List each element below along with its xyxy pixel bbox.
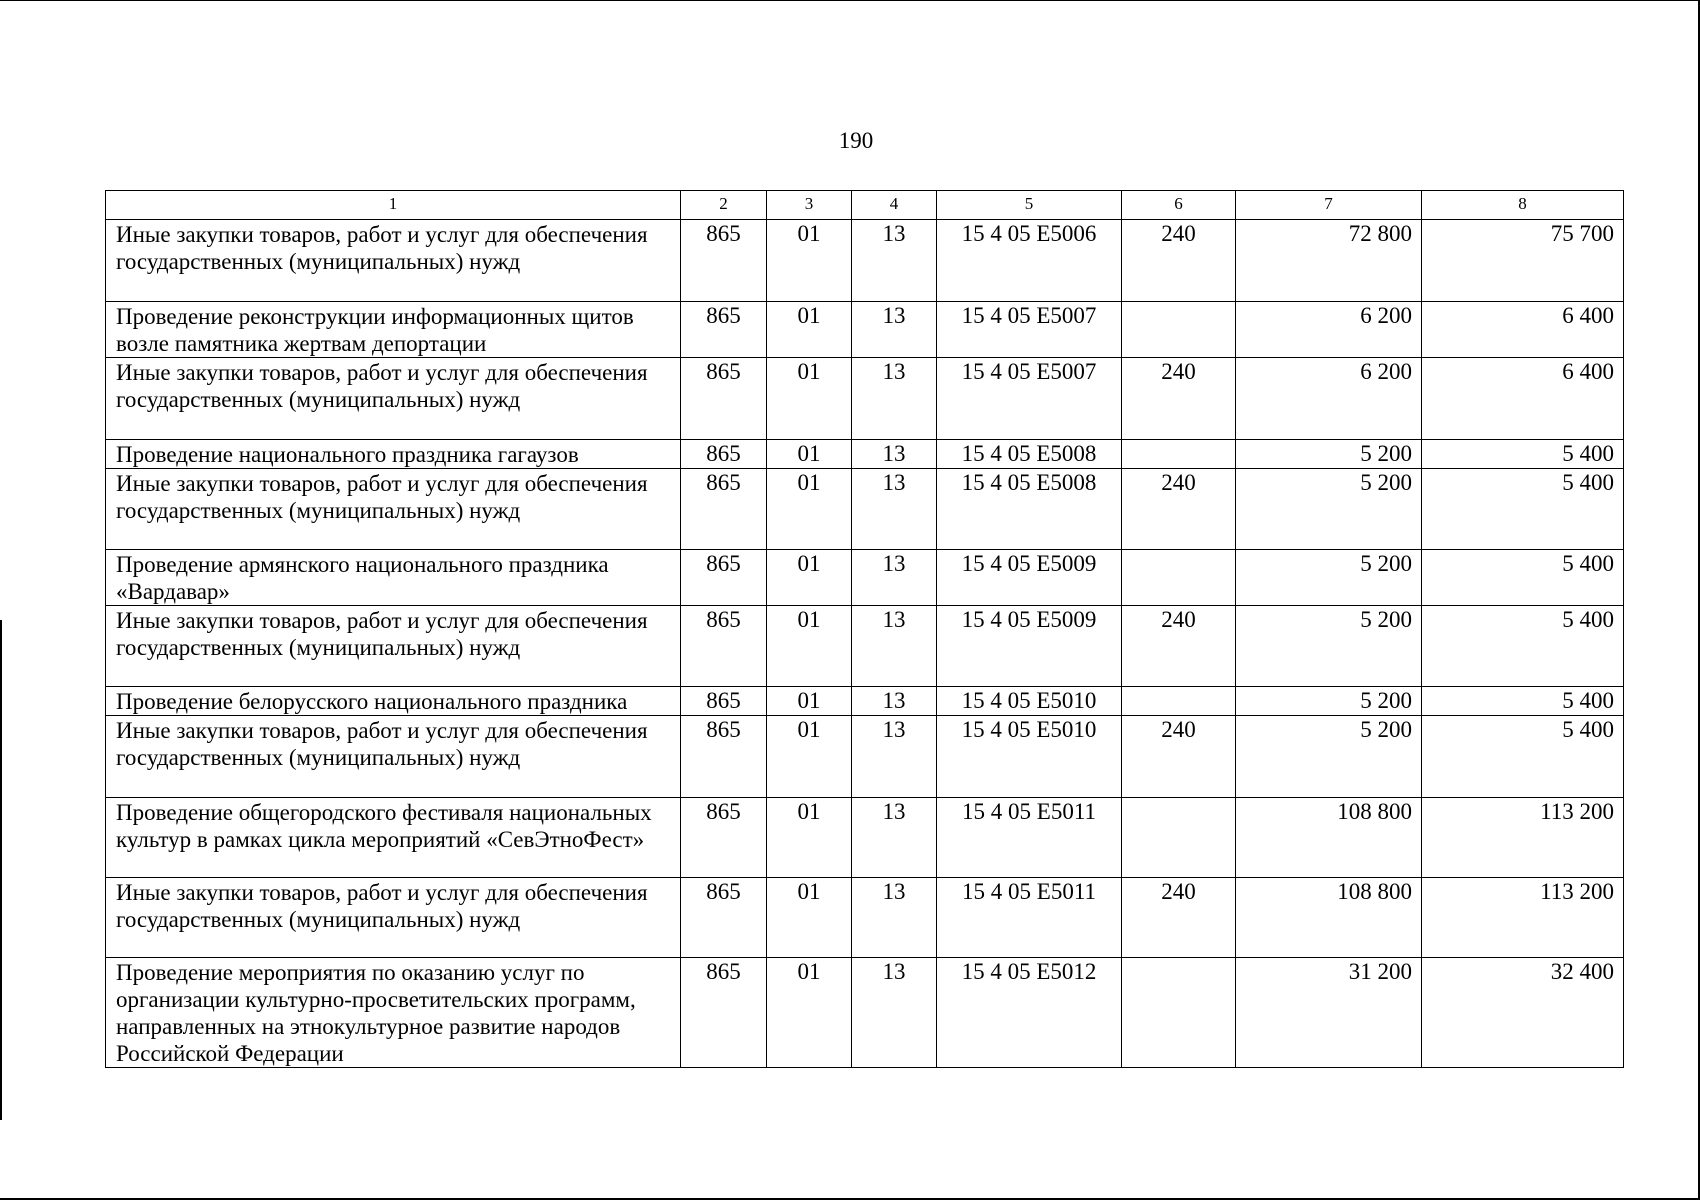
table-row [106,798,1624,878]
subsection-code: 13 [852,958,937,1068]
table-row [106,220,1624,302]
subsection-code: 13 [852,550,937,606]
column-number: 7 [1236,191,1422,220]
column-number: 2 [681,191,767,220]
amount-year-2: 32 400 [1422,958,1624,1068]
column-number: 5 [937,191,1122,220]
item-name: Иные закупки товаров, работ и услуг для обеспечения государственных (муниципальных) нужд [106,469,681,550]
amount-year-1: 5 200 [1236,606,1422,687]
ministry-code: 865 [681,550,767,606]
item-name: Иные закупки товаров, работ и услуг для обеспечения государственных (муниципальных) нужд [106,606,681,687]
subsection-code: 13 [852,469,937,550]
table-row [106,716,1624,798]
target-article-code: 15 4 05 E5010 [937,687,1122,716]
ministry-code: 865 [681,798,767,878]
amount-year-1: 31 200 [1236,958,1422,1068]
ministry-code: 865 [681,606,767,687]
item-name: Иные закупки товаров, работ и услуг для обеспечения государственных (муниципальных) нужд [106,358,681,440]
amount-year-1: 108 800 [1236,798,1422,878]
page-number: 190 [838,128,874,153]
expense-type-code: 240 [1122,606,1236,687]
target-article-code: 15 4 05 E5007 [937,302,1122,358]
amount-year-1: 5 200 [1236,687,1422,716]
amount-year-1: 108 800 [1236,878,1422,958]
section-code: 01 [767,220,852,302]
amount-year-2: 113 200 [1422,878,1624,958]
expense-type-code: 240 [1122,358,1236,440]
column-number: 6 [1122,191,1236,220]
section-code: 01 [767,606,852,687]
item-name: Проведение реконструкции информационных щитов возле памятника жертвам депортации [106,302,681,358]
section-code: 01 [767,302,852,358]
expense-type-code: 240 [1122,716,1236,798]
budget-table [105,190,1624,1068]
table-row [106,606,1624,687]
subsection-code: 13 [852,220,937,302]
table-row [106,958,1624,1068]
column-number: 8 [1422,191,1624,220]
ministry-code: 865 [681,958,767,1068]
table-row [106,440,1624,469]
target-article-code: 15 4 05 E5006 [937,220,1122,302]
amount-year-2: 5 400 [1422,716,1624,798]
section-code: 01 [767,358,852,440]
ministry-code: 865 [681,440,767,469]
amount-year-1: 5 200 [1236,469,1422,550]
table-row [106,878,1624,958]
table-row [106,687,1624,716]
section-code: 01 [767,958,852,1068]
expense-type-code [1122,550,1236,606]
expense-type-code [1122,302,1236,358]
subsection-code: 13 [852,716,937,798]
table-row [106,469,1624,550]
subsection-code: 13 [852,798,937,878]
section-code: 01 [767,878,852,958]
subsection-code: 13 [852,358,937,440]
expense-type-code: 240 [1122,878,1236,958]
amount-year-1: 5 200 [1236,440,1422,469]
table-row [106,302,1624,358]
section-code: 01 [767,550,852,606]
target-article-code: 15 4 05 E5008 [937,440,1122,469]
section-code: 01 [767,440,852,469]
scan-edge-line [0,620,2,1120]
ministry-code: 865 [681,716,767,798]
ministry-code: 865 [681,220,767,302]
target-article-code: 15 4 05 E5008 [937,469,1122,550]
target-article-code: 15 4 05 E5011 [937,878,1122,958]
target-article-code: 15 4 05 E5007 [937,358,1122,440]
amount-year-2: 5 400 [1422,469,1624,550]
item-name: Проведение мероприятия по оказанию услуг по организации культурно-просветительских программ, направленных на этнокультурное развитие народов Российской Федерации [106,958,681,1068]
target-article-code: 15 4 05 E5010 [937,716,1122,798]
section-code: 01 [767,469,852,550]
amount-year-1: 6 200 [1236,358,1422,440]
amount-year-2: 5 400 [1422,440,1624,469]
amount-year-2: 6 400 [1422,302,1624,358]
item-name: Иные закупки товаров, работ и услуг для обеспечения государственных (муниципальных) нужд [106,878,681,958]
amount-year-2: 6 400 [1422,358,1624,440]
ministry-code: 865 [681,687,767,716]
subsection-code: 13 [852,302,937,358]
subsection-code: 13 [852,440,937,469]
amount-year-1: 5 200 [1236,550,1422,606]
expense-type-code [1122,440,1236,469]
amount-year-2: 5 400 [1422,606,1624,687]
ministry-code: 865 [681,469,767,550]
ministry-code: 865 [681,302,767,358]
item-name: Иные закупки товаров, работ и услуг для обеспечения государственных (муниципальных) нужд [106,220,681,302]
table-row [106,358,1624,440]
subsection-code: 13 [852,687,937,716]
amount-year-2: 5 400 [1422,687,1624,716]
ministry-code: 865 [681,358,767,440]
section-code: 01 [767,798,852,878]
column-number-row [106,191,1624,220]
table-row [106,550,1624,606]
amount-year-1: 72 800 [1236,220,1422,302]
ministry-code: 865 [681,878,767,958]
subsection-code: 13 [852,878,937,958]
subsection-code: 13 [852,606,937,687]
amount-year-2: 75 700 [1422,220,1624,302]
item-name: Иные закупки товаров, работ и услуг для обеспечения государственных (муниципальных) нужд [106,716,681,798]
column-number: 3 [767,191,852,220]
expense-type-code [1122,798,1236,878]
amount-year-1: 5 200 [1236,716,1422,798]
item-name: Проведение национального праздника гагаузов [106,440,681,469]
scan-edge-line [0,0,1700,1]
column-number: 1 [106,191,681,220]
amount-year-2: 5 400 [1422,550,1624,606]
column-number: 4 [852,191,937,220]
target-article-code: 15 4 05 E5011 [937,798,1122,878]
target-article-code: 15 4 05 E5012 [937,958,1122,1068]
item-name: Проведение армянского национального праздника «Вардавар» [106,550,681,606]
amount-year-1: 6 200 [1236,302,1422,358]
expense-type-code: 240 [1122,469,1236,550]
item-name: Проведение белорусского национального праздника [106,687,681,716]
expense-type-code [1122,958,1236,1068]
section-code: 01 [767,716,852,798]
target-article-code: 15 4 05 E5009 [937,606,1122,687]
section-code: 01 [767,687,852,716]
target-article-code: 15 4 05 E5009 [937,550,1122,606]
amount-year-2: 113 200 [1422,798,1624,878]
expense-type-code [1122,687,1236,716]
item-name: Проведение общегородского фестиваля национальных культур в рамках цикла мероприятий «СевЭтноФест» [106,798,681,878]
expense-type-code: 240 [1122,220,1236,302]
